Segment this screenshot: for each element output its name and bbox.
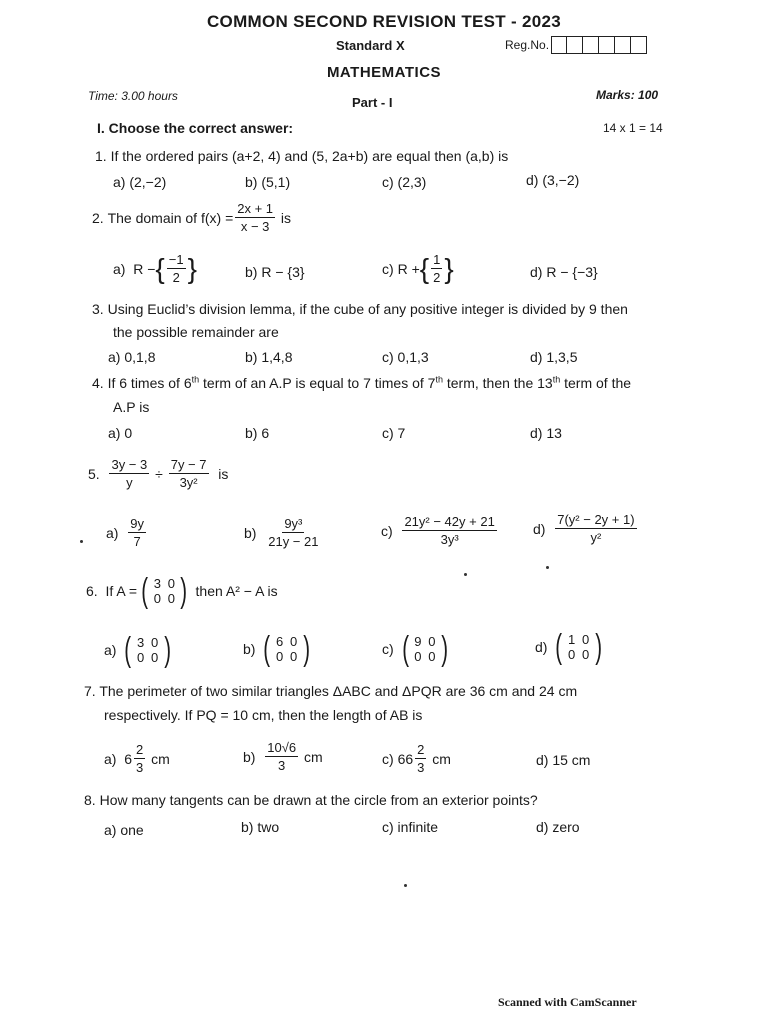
q4-option-a: a) 0 — [108, 425, 133, 441]
q8-option-c: c) infinite — [382, 819, 439, 835]
question-3: 3. Using Euclid’s division lemma, if the cube of any positive integer is divided by 9 then — [92, 301, 628, 317]
q8-option-d: d) zero — [536, 819, 580, 835]
q4-option-d: d) 13 — [530, 425, 562, 441]
q1-option-c: c) (2,3) — [382, 174, 427, 190]
scan-speck — [464, 573, 467, 576]
section-title: I. Choose the correct answer: — [97, 120, 294, 136]
q6-option-d: d) ( 1 0 0 0 ) — [535, 628, 602, 666]
q2-option-a: a) R − { $\frac{-1}{2}$ } — [113, 252, 197, 285]
q5-option-d: d) $\frac{\text{7(y² − 2y + 1)}}{\text{y²}}$ — [533, 512, 635, 545]
question-7: 7. The perimeter of two similar triangles ΔABC and ΔPQR are 36 cm and 24 cm — [84, 683, 578, 699]
scanner-watermark: Scanned with CamScanner — [498, 995, 637, 1009]
q1-option-a: a) (2,−2) — [113, 174, 167, 190]
subject-title: MATHEMATICS — [326, 64, 442, 81]
matrix-A: ( 3 0 0 0 ) — [141, 572, 188, 610]
scan-speck — [404, 884, 407, 887]
q8-option-b: b) two — [241, 819, 280, 835]
q4-option-c: c) 7 — [382, 425, 406, 441]
question-5: 5. $\frac{3y - 3}{y}$ ÷ $\frac{7y - 7}{\text{3y²}}$ is — [88, 457, 229, 490]
q6-option-c: c) ( 9 0 0 0 ) — [382, 630, 448, 668]
q4-option-b: b) 6 — [245, 425, 270, 441]
q7-option-d: d) 15 cm — [536, 752, 591, 768]
question-8: 8. How many tangents can be drawn at the circle from an exterior points? — [84, 792, 538, 808]
q6-option-b: b) ( 6 0 0 0 ) — [243, 630, 310, 668]
q7-option-b: b) $\frac{10√6}{3}$ cm — [243, 740, 323, 773]
q5-option-a: a) $\frac{9y}{7}$ — [106, 516, 144, 549]
register-number-label: Reg.No. — [505, 38, 550, 52]
q3-option-b: b) 1,4,8 — [245, 349, 293, 365]
question-7-line-2: respectively. If PQ = 10 cm, then the length of AB is — [104, 707, 423, 723]
q3-option-a: a) 0,1,8 — [108, 349, 156, 365]
q7-option-c: c) 66 $\frac{2}{3}$ cm — [382, 742, 451, 775]
question-6: 6. If A = ( 3 0 0 0 ) then A² − A is — [86, 572, 278, 610]
q2-option-c: c) R + { $\frac{1}{2}$ } — [382, 252, 454, 285]
q6-option-a: a) ( 3 0 0 0 ) — [104, 631, 171, 669]
q3-option-d: d) 1,3,5 — [530, 349, 578, 365]
q8-option-a: a) one — [104, 822, 144, 838]
register-number-boxes — [551, 36, 647, 54]
scan-speck — [80, 540, 83, 543]
scan-speck — [546, 566, 549, 569]
q1-option-b: b) (5,1) — [245, 174, 291, 190]
q2-option-d: d) R − {−3} — [530, 264, 598, 280]
question-1: 1. If the ordered pairs (a+2, 4) and (5, 2a+b) are equal then (a,b) is — [95, 148, 509, 164]
q3-option-c: c) 0,1,3 — [382, 349, 429, 365]
register-number-field — [505, 36, 647, 54]
q5-option-b: b) $\frac{\text{9y³}}{21y - 21}$ — [244, 516, 319, 549]
question-2: 2. The domain of f(x) = $\frac{2x + 1}{x - 3}$ is — [92, 201, 292, 234]
q1-option-d: d) (3,−2) — [526, 172, 580, 188]
question-3-line-2: the possible remainder are — [113, 324, 279, 340]
marks-label: Marks: 100 — [596, 88, 659, 102]
exam-title: COMMON SECOND REVISION TEST - 2023 — [206, 12, 562, 31]
question-4: 4. If 6 times of 6th term of an A.P is equal to 7 times of 7th term, then the 13th term of the — [92, 374, 632, 391]
section-marks: 14 x 1 = 14 — [603, 121, 663, 135]
question-4-line-2: A.P is — [113, 399, 150, 415]
part-label: Part - I — [352, 95, 393, 110]
q5-option-c: c) $\frac{\text{21y² − 42y + 21}}{\text{3y³}}$ — [381, 514, 495, 547]
time-label: Time: 3.00 hours — [88, 89, 178, 103]
standard-label: Standard X — [336, 38, 405, 53]
q7-option-a: a) 6 $\frac{2}{3}$ cm — [104, 742, 170, 775]
q2-option-b: b) R − {3} — [245, 264, 305, 280]
